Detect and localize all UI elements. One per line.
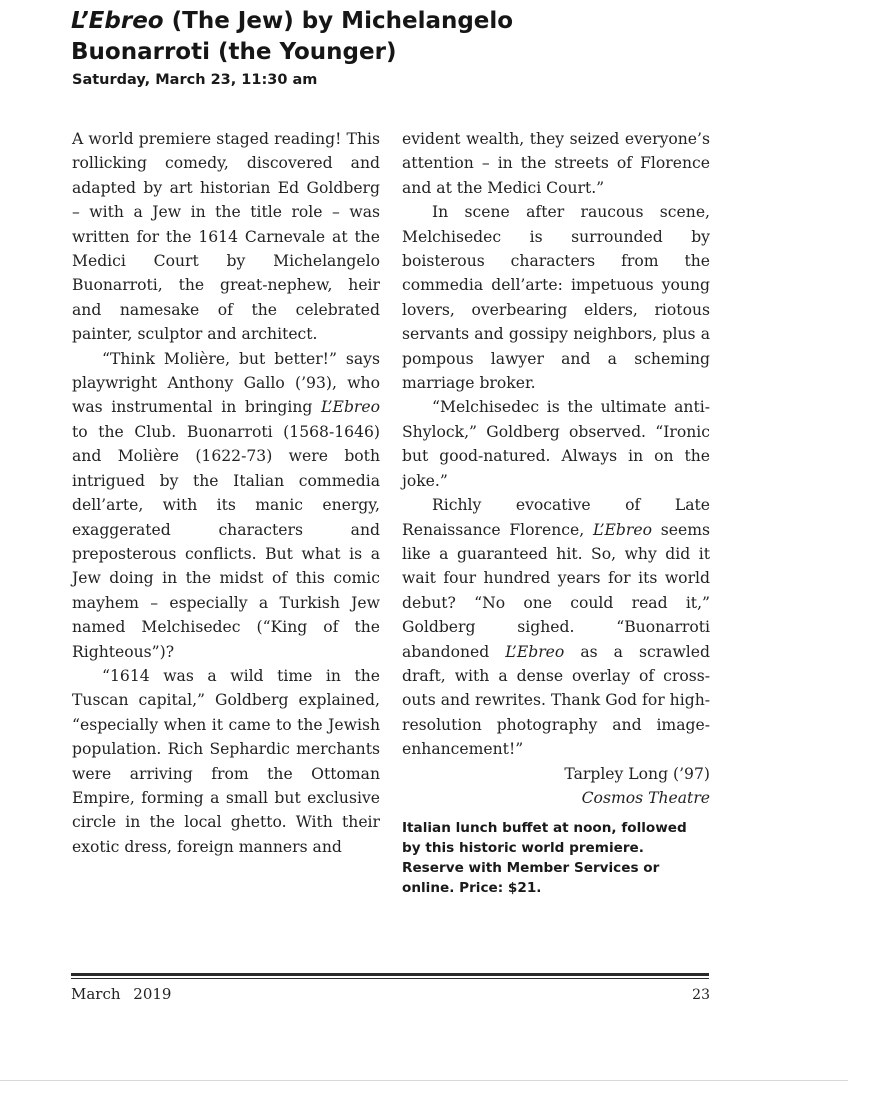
event-dateline: Saturday, March 23, 11:30 am	[72, 72, 318, 88]
article-title	[71, 6, 631, 68]
text-column-left	[72, 127, 380, 859]
paragraph-text: “Think Molière, but better!” says playwright Anthony Gallo (’93), who was instrumental in bringing	[72, 349, 380, 417]
footer-rule-thin	[71, 978, 709, 979]
play-title-italic: L’Ebreo	[592, 520, 652, 539]
paragraph-text: Richly evocative of Late Renaissance Florence,	[402, 496, 710, 539]
paragraph-anti-shylock: “Melchisedec is the ultimate anti-Shylock,” Goldberg observed. “Ironic but good-natured. Always in on the joke.”	[402, 398, 710, 490]
author-signature	[402, 762, 710, 811]
paragraph-tuscan-capital: “1614 was a wild time in the Tuscan capital,” Goldberg explained, “especially when it came to the Jewish population. Rich Sephardic merchants were arriving from the Ottoman Empire, forming a small but exclusive circle in the local ghetto. With their exotic dress, foreign manners and	[72, 666, 380, 856]
paragraph-text: to the Club. Buonarroti (1568-1646) and Molière (1622-73) were both intrigued by the Italian commedia dell’arte, with its manic energy, exaggerated characters and preposterous conflicts. But what is a Jew doing in the midst of this comic mayhem – especially a Turkish Jew named Melchisedec (“King of the Righteous”)?	[72, 422, 380, 661]
paragraph-continuation: evident wealth, they seized everyone’s attention – in the streets of Florence and at the Medici Court.”	[402, 130, 710, 197]
footer-rule-thick	[71, 973, 709, 976]
event-info-note: Italian lunch buffet at noon, followed by this historic world premiere. Reserve with Member Services or online. Price: $21.	[402, 820, 687, 897]
paragraph-scene: In scene after raucous scene, Melchisedec is surrounded by boisterous characters from the commedia dell’arte: impetuous young lovers, overbearing elders, riotous servants and gossipy neighbors, plus a pompous lawyer and a scheming marriage broker.	[402, 203, 710, 393]
paragraph-debut	[402, 493, 710, 761]
title-line-two: Buonarroti (the Younger)	[71, 39, 397, 65]
text-column-right	[402, 127, 710, 898]
title-rest: (The Jew) by Michelangelo	[163, 8, 514, 34]
author-organization: Cosmos Theatre	[581, 788, 710, 807]
title-play-name: L’Ebreo	[71, 8, 164, 34]
author-name: Tarpley Long (’97)	[564, 764, 710, 783]
paragraph-intro: A world premiere staged reading! This rollicking comedy, discovered and adapted by art historian Ed Goldberg – with a Jew in the title role – was written for the 1614 Carnevale at the Medici Court by Michelangelo Buonarroti, the great-nephew, heir and namesake of the celebrated painter, sculptor and architect.	[72, 130, 380, 344]
play-title-italic: L’Ebreo	[505, 642, 565, 661]
footer-issue-date: March 2019	[71, 985, 172, 1003]
scan-edge-line	[0, 1080, 848, 1081]
page-number: 23	[692, 987, 710, 1003]
paragraph-gallo-quote	[72, 347, 380, 664]
play-title-italic: L’Ebreo	[320, 398, 380, 417]
paragraph-text: as a scrawled draft, with a dense overlay of cross-outs and rewrites. Thank God for high-resolution photography and image-enhancement!”	[402, 642, 711, 759]
paragraph-text: seems like a guaranteed hit. So, why did it wait four hundred years for its world debut? “No one could read it,” Goldberg sighed. “Buonarroti abandoned	[402, 520, 710, 661]
